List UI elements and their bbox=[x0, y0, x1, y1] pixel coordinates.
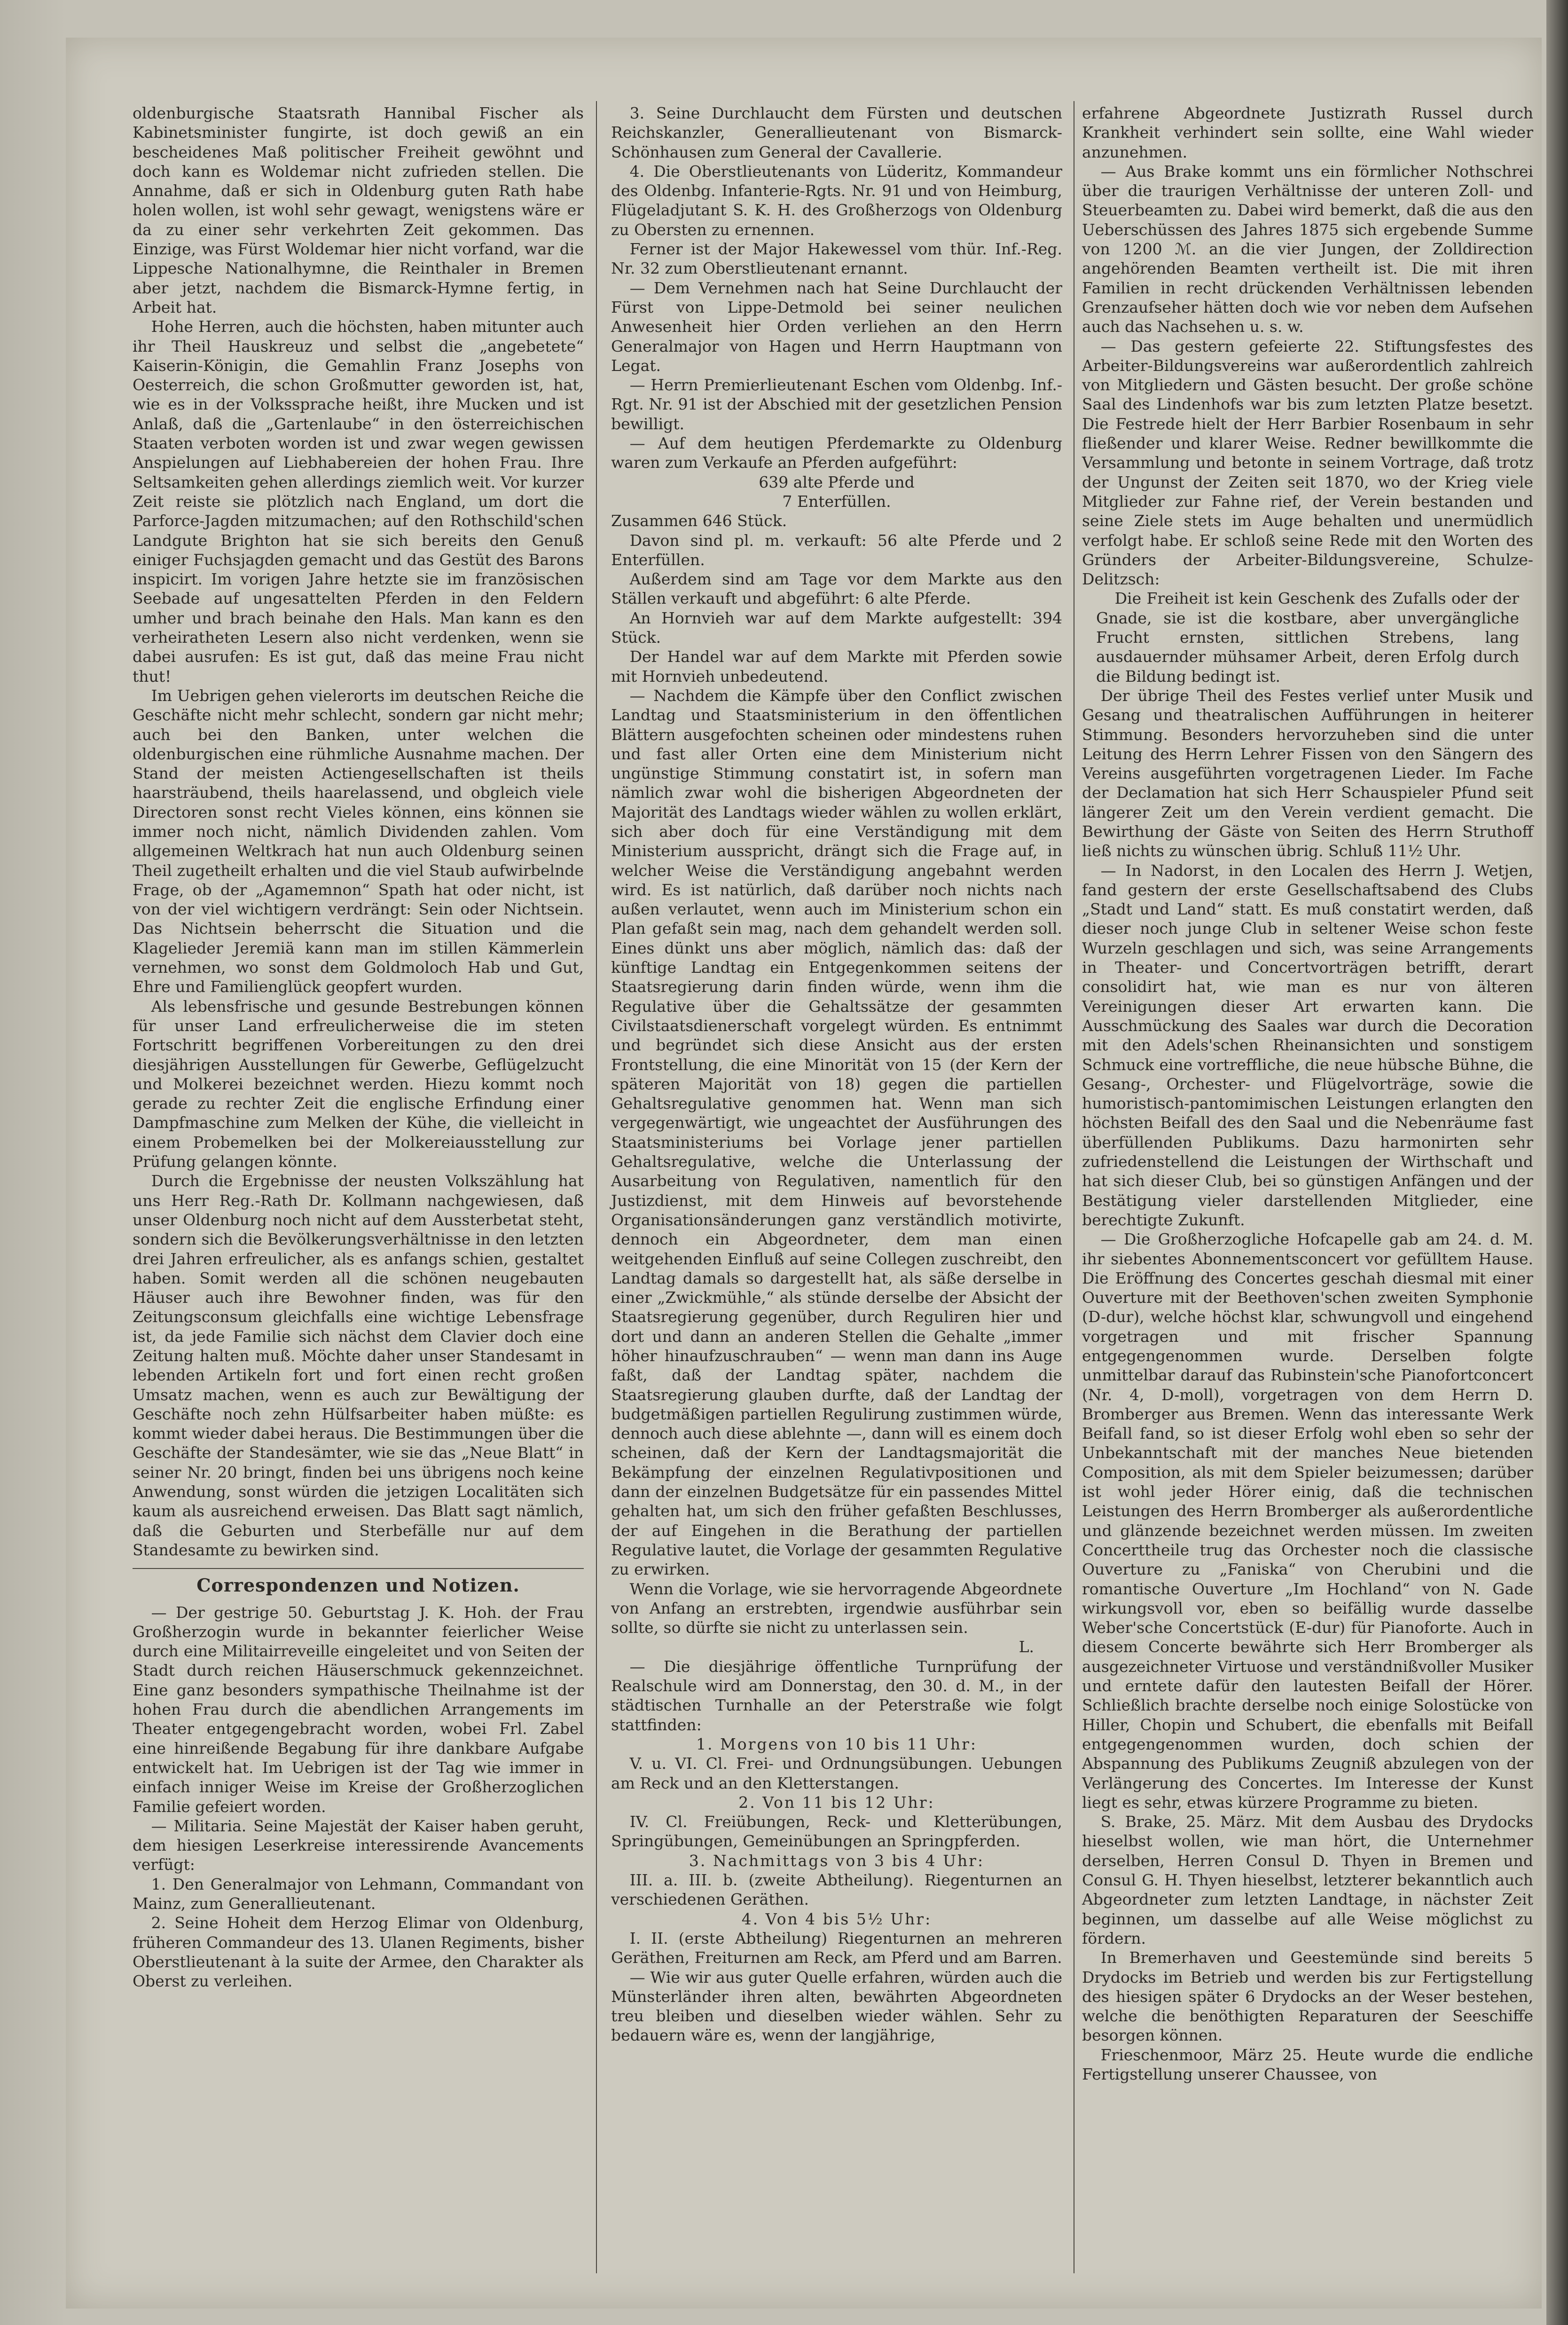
schedule-heading: 4. Von 4 bis 5½ Uhr: bbox=[741, 1909, 932, 1928]
col1-paragraph: Hohe Herren, auch die höchsten, haben mitunter auch ihr Theil Hauskreuz und selbst die „angebetete“ Kaiserin-Königin, die Gemahlin Franz Josephs von Oesterreich, die schon Großmutter geworden ist, hat, wie es in der Volkssprache heißt, ihre Mucken und ist Anlaß, daß die „Gartenlaube“ in den österreichischen Staaten verboten worden ist und zwar wegen gewissen Anspielungen auf Liebhabereien der hohen Frau. Ihre Seltsamkeiten gehen allerdings ziemlich weit. Vor kurzer Zeit reiste sie plötzlich nach England, um dort die Parforce-Jagden mitzumachen; auf den Rothschild'schen Landgute Brighton hat sie sich bereits den Genuß einiger Fuchsjagden gemacht und das Gestüt des Barons inspicirt. Im vorigen Jahre hetzte sie im französischen Seebade auf ungesattelten Pferden in den Feldern umher und brach beinahe den Hals. Man kann es den verheiratheten Lesern also nicht verdenken, wenn sie dabei ausrufen: Es ist gut, daß das meine Frau nicht thut! bbox=[133, 317, 584, 686]
section-title: Correspondenzen und Notizen. bbox=[196, 1575, 520, 1596]
col3-paragraph: — Die Großherzogliche Hofcapelle gab am 24. d. M. ihr siebentes Abonnementsconcert vor gefülltem Hause. Die Eröffnung des Concertes geschah diesmal mit einer Ouverture mit der Beethoven'schen zweiten Symphonie (D-dur), welche höchst klar, schwungvoll und eingehend vorgetragen und mit frischer Spannung entgegengenommen wurde. Derselben folgte unmittelbar darauf das Rubinstein'sche Pianofortconcert (Nr. 4, D-moll), vorgetragen von dem Herrn D. Bromberger aus Bremen. Wenn das interessante Werk Beifall fand, so ist dieser Erfolg wohl eben so sehr der Unbekanntschaft mit der manches Neue bietenden Composition, als mit dem Spieler beizumessen; darüber ist wohl jeder Hörer einig, daß die technischen Leistungen des Herrn Bromberger als außerordentliche und glänzende bezeichnet werden müssen. Im zweiten Concerttheile trug das Orchester noch die classische Ouverture zu „Faniska“ von Cherubini und die romantische Ouverture „Im Hochland“ von N. Gade wirkungsvoll vor, eben so beifällig wurde dasselbe Weber'sche Concertstück (E-dur) für Pianoforte. Auch in diesem Concerte bewährte sich Herr Bromberger als ausgezeichneter Virtuose und verständnißvoller Musiker und erntete dafür den lautesten Beifall der Hörer. Schließlich brachte derselbe noch einige Solostücke von Hiller, Chopin und Schubert, die ebenfalls mit Beifall entgegengenommen wurden, doch schien der Abspannung des Publikums Zeugniß abzulegen von der Verlängerung des Concertes. Im Interesse der Kunst liegt es sehr, etwas kürzere Programme zu bieten. bbox=[1082, 1230, 1533, 1812]
schedule-heading: 1. Morgens von 10 bis 11 Uhr: bbox=[696, 1734, 978, 1753]
col2-paragraph: 3. Seine Durchlaucht dem Fürsten und deutschen Reichskanzler, Generallieutenant von Bismarck-Schönhausen zum General der Cavallerie. bbox=[611, 104, 1062, 161]
col1-paragraph: Als lebensfrische und gesunde Bestrebungen können für unser Land erfreulicherweise die im steten Fortschritt begriffenen Vorbereitungen zu den drei diesjährigen Ausstellungen für Gewerbe, Geflügelzucht und Molkerei bezeichnet werden. Hiezu kommt noch gerade zu rechter Zeit die englische Erfindung einer Dampfmaschine zum Melken der Kühe, die vielleicht in einem Probemelken bei der Molkereiausstellung zur Prüfung gelangen könnte. bbox=[133, 997, 584, 1171]
col3-paragraph: — Aus Brake kommt uns ein förmlicher Nothschrei über die traurigen Verhältnisse der unteren Zoll- und Steuerbeamten zu. Dabei wird bemerkt, daß die aus den Ueberschüssen des Jahres 1875 sich ergebende Summe von 1200 ℳ. an die vier Jungen, der Zolldirection angehörenden Beamten vertheilt ist. Die mit ihren Familien in recht drückenden Verhältnissen lebenden Grenzaufseher hätten doch wie vor neben dem Aufsehen auch das Nachsehen u. s. w. bbox=[1082, 162, 1533, 336]
section-divider bbox=[133, 1568, 584, 1569]
market-total: Zusammen 646 Stück. bbox=[611, 512, 787, 530]
market-trade: Der Handel war auf dem Markte mit Pferden sowie mit Hornvieh unbedeutend. bbox=[611, 647, 1062, 686]
col2-paragraph: — Auf dem heutigen Pferdemarkte zu Oldenburg waren zum Verkaufe an Pferden aufgeführt: bbox=[611, 434, 1062, 472]
col1-notice: — Der gestrige 50. Geburtstag J. K. Hoh. der Frau Großherzogin wurde in bekannter feierlicher Weise durch eine Militairreveille eingeleitet und von Seiten der Stadt durch reichen Häuserschmuck gekennzeichnet. Eine ganz besonders sympathische Theilnahme ist der hohen Frau durch die abendlichen Arrangements im Theater entgegengebracht worden, wobei Frl. Zabel eine hinreißende Begabung für ihre dankbare Aufgabe entwickelt hat. Im Uebrigen ist der Tag wie immer in einfach inniger Weise im Kreise der Großherzoglichen Familie gefeiert worden. bbox=[133, 1603, 584, 1816]
column-rule-left bbox=[596, 101, 597, 2273]
col1-paragraph: oldenburgische Staatsrath Hannibal Fischer als Kabinetsminister fungirte, ist doch gewiß an ein bescheidenes Maß politischer Freiheit gewöhnt und doch kann es Woldemar nicht zufrieden stellen. Die Annahme, daß er sich in Oldenburg guten Rath habe holen wollen, ist wohl sehr gewagt, wenigstens wäre er da zu einer sehr verkehrten Zeit gekommen. Das Einzige, was Fürst Woldemar hier nicht vorfand, war die Lippesche Nationalhymne, die Reinthaler in Bremen aber jetzt, nachdem die Bismarck-Hymne fertig, in Arbeit hat. bbox=[133, 104, 584, 316]
col2-paragraph: Wenn die Vorlage, wie sie hervorragende Abgeordnete von Anfang an erstrebten, irgendwie ausführbar sein sollte, so dürfte sie nicht zu unterlassen sein. bbox=[611, 1579, 1062, 1637]
signature: L. bbox=[1019, 1638, 1034, 1656]
schedule-heading: 2. Von 11 bis 12 Uhr: bbox=[738, 1793, 935, 1812]
col2-paragraph: — Dem Vernehmen nach hat Seine Durchlaucht der Fürst von Lippe-Detmold bei seiner neulichen Anwesenheit hier Orden verliehen an den Herrn Generalmajor von Hagen und Herrn Hauptmann von Legat. bbox=[611, 278, 1062, 375]
col3-paragraph: — In Nadorst, in den Localen des Herrn J. Wetjen, fand gestern der erste Gesellschaftsabend des Clubs „Stadt und Land“ statt. Es muß constatirt werden, daß dieser noch junge Club in seltener Weise schon feste Wurzeln geschlagen und sich, was seine Arrangements in Theater- und Concertvorträgen betrifft, derart consolidirt hat, wie man es nur von älteren Vereinigungen dieser Art erwarten kann. Die Ausschmückung des Saales war durch die Decoration mit den Adels'schen Rheinansichten und sonstigem Schmuck eine vortreffliche, die neue hübsche Bühne, die Gesang-, Orchester- und Flügelvorträge, sowie die humoristisch-pantomimischen Leistungen erlangten den höchsten Beifall des den Saal und die Nebenräume fast überfüllenden Publikums. Dazu harmonirten sehr zufriedenstellend die Leistungen der Wirthschaft und hat sich dieser Club, bei so günstigen Anfängen und der Bestätigung vieler darstellenden Mitglieder, eine berechtigte Zukunft. bbox=[1082, 861, 1533, 1229]
schedule-text: IV. Cl. Freiübungen, Reck- und Kletterübungen, Springübungen, Gemeinübungen an Springpferden. bbox=[611, 1813, 1062, 1851]
col2-paragraph: — Herrn Premierlieutenant Eschen vom Oldenbg. Inf.-Rgt. Nr. 91 ist der Abschied mit der gesetzlichen Pension bewilligt. bbox=[611, 376, 1062, 433]
col1-paragraph: Im Uebrigen gehen vielerorts im deutschen Reiche die Geschäfte nicht mehr schlecht, sondern gar nicht mehr; auch bei den Banken, unter welchen die oldenburgischen eine rühmliche Ausnahme machen. Der Stand der meisten Actiengesellschaften ist theils haarsträubend, theils haarelassend, und obgleich viele Directoren sonst recht Vieles können, eins können sie immer noch nicht, nämlich Dividenden zahlen. Vom allgemeinen Weltkrach hat nun auch Oldenburg seinen Theil zugetheilt erhalten und die viel Staub aufwirbelnde Frage, ob der „Agamemnon“ Spath hat oder nicht, ist von der viel wichtigern verdrängt: Sein oder Nichtsein. Das Nichtsein beherrscht die Situation und die Klagelieder Jeremiä kann man im stillen Kämmerlein vernehmen, wo sonst dem Goldmoloch Hab und Gut, Ehre und Familienglück geopfert wurden. bbox=[133, 686, 584, 996]
col2-paragraph: — Nachdem die Kämpfe über den Conflict zwischen Landtag und Staatsministerium in den öffentlichen Blättern ausgefochten scheinen oder mindestens ruhen und fast aller Orten eine dem Ministerium nicht ungünstige Stimmung constatirt ist, in sofern man nämlich zwar wohl die bisherigen Abgeordneten der Majorität des Landtags wieder wählen zu wollen erklärt, sich aber doch für eine Verständigung mit dem Ministerium ausspricht, drängt sich die Frage auf, in welcher Weise die Verständigung angebahnt werden wird. Es ist natürlich, daß darüber noch nichts nach außen verlautet, wenn auch im Ministerium schon ein Plan gefaßt sein mag, nach dem gehandelt werden soll. Eines dünkt uns aber möglich, nämlich das: daß der künftige Landtag ein Entgegenkommen seitens der Staatsregierung darin finden würde, wenn ihm die Regulative über die Gehaltssätze der gesammten Civilstaatsdienerschaft vorgelegt würden. Es entnimmt und begründet sich diese Ansicht aus der ersten Frontstellung, die eine Minorität von 15 (der Kern der späteren Majorität von 18) gegen die partiellen Gehaltsregulative genommen hat. Wenn man sich vergegenwärtigt, wie ungeachtet der Ausführungen des Staatsministeriums bei Vorlage jener partiellen Gehaltsregulative, welche die Unterlassung der Ausarbeitung von Regulativen, namentlich für den Justizdienst, mit dem Hinweis auf bevorstehende Organisationsänderungen ganz verständlich motivirte, dennoch ein Abgeordneter, dem man einen weitgehenden Einfluß auf seine Collegen zuschreibt, den Landtag damals so dargestellt hat, als säße derselbe in einer „Zwickmühle,“ als stünde derselbe der Absicht der Staatsregierung gegenüber, durch Reguliren hier und dort und dann an anderen Stellen die Gehalte „immer höher hinaufzuschrauben“ — wenn man dann ins Auge faßt, daß der Landtag später, nachdem die Staatsregierung glauben durfte, daß der Landtag der budgetmäßigen partiellen Regulirung zustimmen würde, dennoch auch diese ablehnte —, dann will es einem doch scheinen, daß der Kern der Landtagsmajorität die Bekämpfung der einzelnen Regulativpositionen und dann der einzelnen Budgetsätze für ein passendes Mittel gehalten hat, um sich den früher gefaßten Beschlusses, der auf Eingehen in die Berathung der partiellen Regulative lautet, die Vorlage der gesammten Regulative zu erwirken. bbox=[611, 686, 1062, 1579]
page-binding-edge bbox=[1546, 0, 1568, 2325]
schedule-text: I. II. (erste Abtheilung) Riegenturnen an mehreren Geräthen, Freiturnen am Reck, am Pferd und am Barren. bbox=[611, 1929, 1062, 1967]
quote: Die Freiheit ist kein Geschenk des Zufalls oder der Gnade, sie ist die kostbare, aber unvergängliche Frucht ernsten, sittlichen Strebens, lang ausdauernder mühsamer Arbeit, deren Erfolg durch die Bildung bedingt ist. bbox=[1096, 589, 1519, 686]
col2-paragraph: Ferner ist der Major Hakewessel vom thür. Inf.-Reg. Nr. 32 zum Oberstlieutenant ernannt. bbox=[611, 240, 1062, 278]
schedule-text: III. a. III. b. (zweite Abtheilung). Riegenturnen an verschiedenen Geräthen. bbox=[611, 1871, 1062, 1909]
scan-margin-left bbox=[0, 0, 66, 2325]
col1-paragraph: Durch die Ergebnisse der neusten Volkszählung hat uns Herr Reg.-Rath Dr. Kollmann nachgewiesen, daß unser Oldenburg noch nicht auf dem Aussterbetat steht, sondern sich die Bevölkerungsverhältnisse in den letzten drei Jahren erfreulicher, als es anfangs schien, gestaltet haben. Somit werden all die schönen neugebauten Häuser auch ihre Bewohner finden, was für den Zeitungsconsum gleichfalls eine wichtige Lebensfrage ist, da jede Familie sich nächst dem Clavier doch eine Zeitung halten muß. Möchte daher unser Standesamt in lebenden Artikeln fort und fort einen recht großen Umsatz machen, wenn es auch zur Bewältigung der Geschäfte noch zehn Hülfsarbeiter haben müßte: es kommt wieder dabei heraus. Die Bestimmungen über die Geschäfte der Standesämter, wie sie das „Neue Blatt“ in seiner Nr. 20 bringt, finden bei uns übrigens noch keine Anwendung, sonst würden die jetzigen Localitäten sich kaum als ausreichend erweisen. Das Blatt sagt nämlich, daß die Geburten und Sterbefälle nur auf dem Standesamte zu bewirken sind. bbox=[133, 1172, 584, 1559]
schedule-heading: 3. Nachmittags von 3 bis 4 Uhr: bbox=[689, 1851, 985, 1870]
column-2 bbox=[611, 103, 1062, 2045]
col1-notice: — Militaria. Seine Majestät der Kaiser haben geruht, dem hiesigen Leserkreise interessirende Avancements verfügt: bbox=[133, 1816, 584, 1874]
col2-paragraph: — Die diesjährige öffentliche Turnprüfung der Realschule wird am Donnerstag, den 30. d. M., in der städtischen Turnhalle an der Peterstraße wie folgt stattfinden: bbox=[611, 1657, 1062, 1734]
col1-notice: 1. Den Generalmajor von Lehmann, Commandant von Mainz, zum Generallieutenant. bbox=[133, 1875, 584, 1913]
col3-paragraph: In Bremerhaven und Geestemünde sind bereits 5 Drydocks im Betrieb und werden bis zur Fertigstellung des hiesigen später 6 Drydocks an der Weser bestehen, welche die benöthigten Reparaturen der Seeschiffe besorgen können. bbox=[1082, 1948, 1533, 2045]
column-1 bbox=[133, 103, 584, 1991]
col3-paragraph: erfahrene Abgeordnete Justizrath Russel durch Krankheit verhindert sein sollte, eine Wahl wieder anzunehmen. bbox=[1082, 104, 1533, 161]
col3-paragraph: S. Brake, 25. März. Mit dem Ausbau des Drydocks hieselbst wollen, wie man hört, die Unternehmer derselben, Herren Consul D. Thyen in Bremen und Consul G. H. Thyen hieselbst, letzterer bekanntlich auch Abgeordneter zum letzten Landtage, in nächster Zeit beginnen, um dasselbe auf alle Weise möglichst zu fördern. bbox=[1082, 1813, 1533, 1947]
column-3 bbox=[1082, 103, 1533, 2084]
col2-paragraph: 4. Die Oberstlieutenants von Lüderitz, Kommandeur des Oldenbg. Infanterie-Rgts. Nr. 91 und von Heimburg, Flügeladjutant S. K. H. des Großherzogs von Oldenburg zu Obersten zu ernennen. bbox=[611, 162, 1062, 239]
market-outside: Außerdem sind am Tage vor dem Markte aus den Ställen verkauft und abgeführt: 6 alte Pferde. bbox=[611, 570, 1062, 608]
market-line: 7 Enterfüllen. bbox=[782, 492, 891, 511]
col2-closing: — Wie wir aus guter Quelle erfahren, würden auch die Münsterländer ihren alten, bewährten Abgeordneten treu bleiben und dieselben wieder wählen. Sehr zu bedauern wäre es, wenn der langjährige, bbox=[611, 1968, 1062, 2045]
col3-paragraph: — Das gestern gefeierte 22. Stiftungsfestes des Arbeiter-Bildungsvereins war außerordentlich zahlreich von Mitgliedern und Gästen besucht. Der große schöne Saal des Lindenhofs war bis zum letzten Platze besetzt. Die Festrede hielt der Herr Barbier Rosenbaum in sehr fließender und klarer Weise. Redner bewillkommte die Versammlung und betonte in seinem Vortrage, daß trotz der Ungunst der Zeiten seit 1870, wo der Krieg viele Mitglieder zur Fahne rief, der Verein bestanden und seine Ziele stets im Auge behalten und unermüdlich verfolgt habe. Er schloß seine Rede mit den Worten des Gründers der Arbeiter-Bildungsvereine, Schulze-Delitzsch: bbox=[1082, 337, 1533, 589]
col3-paragraph: Der übrige Theil des Festes verlief unter Musik und Gesang und theatralischen Aufführungen in heiterer Stimmung. Besonders hervorzuheben sind die unter Leitung des Herrn Lehrer Fissen von den Sängern des Vereins ausgeführten vorgetragenen Lieder. Im Fache der Declamation hat sich Herr Schauspieler Pfund seit längerer Zeit um den Verein verdient gemacht. Die Bewirthung der Gäste von Seiten des Herrn Struthoff ließ nichts zu wünschen übrig. Schluß 11½ Uhr. bbox=[1082, 686, 1533, 860]
col3-paragraph: Frieschenmoor, März 25. Heute wurde die endliche Fertigstellung unserer Chaussee, von bbox=[1082, 2045, 1533, 2083]
schedule-text: V. u. VI. Cl. Frei- und Ordnungsübungen. Uebungen am Reck und an den Kletterstangen. bbox=[611, 1754, 1062, 1792]
market-horn: An Hornvieh war auf dem Markte aufgestellt: 394 Stück. bbox=[611, 608, 1062, 647]
market-sold: Davon sind pl. m. verkauft: 56 alte Pferde und 2 Enterfüllen. bbox=[611, 531, 1062, 569]
col1-notice: 2. Seine Hoheit dem Herzog Elimar von Oldenburg, früheren Commandeur des 13. Ulanen Regiments, bisher Oberstlieutenant à la suite der Armee, den Charakter als Oberst zu verleihen. bbox=[133, 1914, 584, 1991]
market-line: 639 alte Pferde und bbox=[759, 473, 915, 491]
